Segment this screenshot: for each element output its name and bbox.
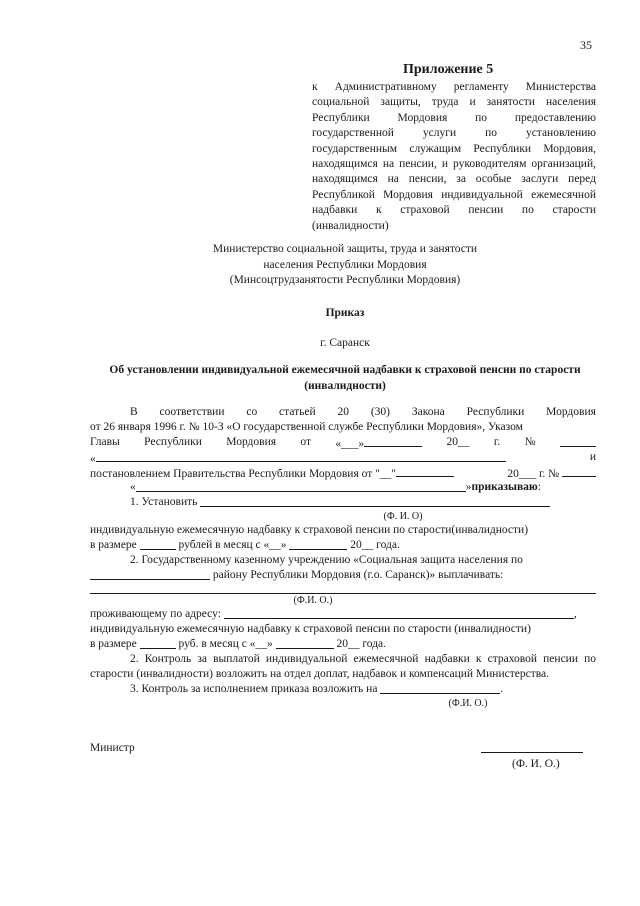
appendix-text: к Административному регламенту Министерства социальной защиты, труда и занятости населения Республики Мордовия по предоставлению государственной услуги по установлению государственным служащим Республики Мордовия, находящимся на пенсии, и руководителям организаций, находящимся на пенсии, за особые заслуги перед Республикой Мордовия индивидуальной ежемесячной надбавки к страховой пенсии по старости (инвалидности) [312, 81, 596, 232]
word: Главы [90, 436, 120, 448]
item-1-cont: индивидуальную ежемесячную надбавку к страховой пенсии по старости(инвалидности) [90, 524, 529, 536]
item-2-cont: индивидуальную ежемесячную надбавку к страховой пенсии по старости (инвалидности) [90, 623, 531, 635]
address-blank [224, 607, 574, 619]
fio-hint-3: (Ф.И. О.) [448, 698, 488, 709]
item-2-line-b: району Республики Мордовия (г.о. Саранск)» выплачивать: [90, 568, 596, 583]
preamble-line-1 [90, 405, 596, 420]
preamble-line-4 [90, 450, 596, 465]
ministry-line-3: (Минсоцтрудзанятости Республики Мордовия) [229, 274, 461, 286]
item-4-line: 3. Контроль за исполнением приказа возложить на . [130, 683, 504, 695]
executor-blank [380, 682, 500, 694]
date-blank-1: «___» [335, 435, 422, 450]
ministry-header [90, 242, 600, 289]
resolution-name-blank [136, 480, 466, 492]
item-3-control-payment: 2. Контроль за выплатой индивидуальной ежемесячной надбавки к страховой пенсии по старости (инвалидности) возложить на отдел доплат, надбавок и компенсаций Министерства. [90, 653, 596, 680]
word: статьей [279, 406, 316, 418]
word: 20__ [446, 436, 470, 448]
preamble-line-5 [90, 465, 596, 480]
resolution-date: постановлением Правительства Республики Мордовия от "__" [90, 465, 454, 480]
fio-hint-2: (Ф.И. О.) [293, 595, 333, 606]
resolution-number: 20___ г. № [507, 465, 596, 480]
order-body [90, 405, 596, 710]
order-city: г. Саранск [320, 337, 370, 349]
item-1-amount: в размере рублей в месяц с «__» 20__ года. [90, 539, 400, 551]
fio-blank-1 [200, 495, 550, 507]
number-blank-1 [560, 435, 596, 447]
ministry-line-1: Министерство социальной защиты, труда и занятости [212, 243, 478, 255]
word: 20 [337, 406, 349, 418]
word: от [300, 436, 312, 448]
signature-line [481, 752, 583, 753]
word: № [524, 436, 536, 448]
fio-hint-1: (Ф. И. О) [383, 511, 423, 522]
preamble-line-6 [90, 480, 596, 495]
order-title: Приказ [325, 307, 365, 319]
word: и [589, 451, 596, 463]
item-1-line [90, 495, 596, 510]
word: В [130, 406, 138, 418]
fio-blank-2 [90, 585, 596, 594]
preamble-line-3 [90, 435, 596, 450]
preamble-line-2: от 26 января 1996 г. № 10-З «О государственной службе Республики Мордовия», Указом [90, 421, 523, 433]
word: Мордовия [546, 406, 596, 418]
district-blank [90, 568, 210, 580]
appendix-title: Приложение 5 [403, 62, 494, 77]
page-number: 35 [580, 38, 592, 52]
word: Республики [466, 406, 525, 418]
quote: » [465, 481, 472, 493]
signature-hint: (Ф. И. О.) [512, 758, 560, 770]
word: г. [493, 436, 501, 448]
order-verb: приказываю [471, 481, 538, 493]
item-1-label: 1. Установить [130, 496, 198, 508]
word: соответствии [159, 406, 225, 418]
minister-label: Министр [90, 742, 135, 754]
item-2-line: 2. Государственному казенному учреждению «Социальная защита населения по [130, 554, 523, 566]
quote: « [130, 481, 136, 493]
ministry-line-2: населения Республики Мордовия [263, 258, 427, 271]
decree-name-blank: « [90, 450, 506, 465]
word: со [246, 406, 258, 418]
item-2-amount: в размере руб. в месяц с «__» 20__ года. [90, 638, 387, 650]
word: Закона [411, 406, 445, 418]
word: (30) [370, 406, 391, 418]
address-line: проживающему по адресу: , [90, 608, 577, 620]
word: Республики [144, 436, 202, 448]
order-subject: Об установлении индивидуальной ежемесячной надбавки к страховой пенсии по старости (инвалидности) [109, 364, 581, 392]
colon: : [537, 481, 541, 493]
word: Мордовия [226, 436, 277, 448]
